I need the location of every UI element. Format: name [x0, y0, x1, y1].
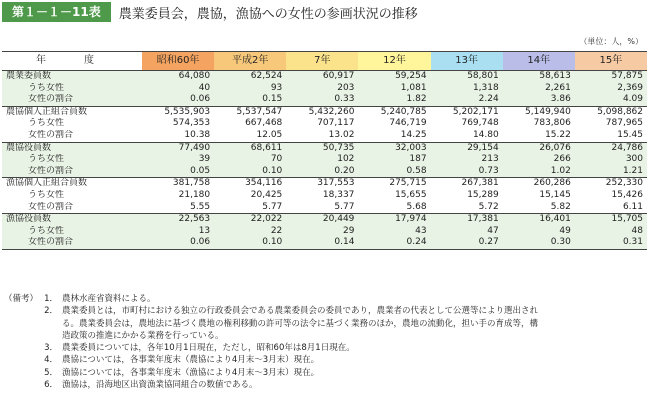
row-label: うち女性	[28, 118, 65, 129]
cell-value: 2,369	[575, 83, 647, 95]
header-year: 15年	[575, 52, 647, 71]
cell-value: 2.24	[431, 94, 503, 106]
cell-value: 20,425	[250, 189, 283, 200]
cell-value: 47	[431, 226, 503, 238]
header-year: 昭和60年	[142, 52, 214, 71]
note-text: 農業委員とは，市町村における独立の行政委員会である農業委員会の委員であり，農業者の代表として公選等により選出され	[62, 306, 539, 317]
row-label: 女性の割合	[28, 129, 74, 140]
note-number: 6．	[44, 380, 58, 391]
table-row	[2, 237, 647, 249]
cell-value: 5.77	[262, 201, 283, 212]
header-year: 14年	[503, 52, 575, 71]
cell-value: 49	[503, 226, 575, 238]
cell-value: 203	[286, 83, 358, 95]
cell-value: 0.20	[286, 166, 358, 178]
cell-value: 300	[575, 154, 647, 166]
table-row	[2, 202, 647, 214]
cell-value: 70	[214, 154, 286, 166]
cell-value: 17,974	[358, 214, 430, 226]
cell-value: 0.06	[142, 237, 214, 249]
cell-value: 12.05	[256, 129, 283, 140]
cell-value: 5.68	[406, 201, 427, 212]
table-row	[2, 142, 647, 154]
note-line	[4, 367, 649, 379]
table-row	[2, 154, 647, 166]
cell-value: 187	[358, 154, 430, 166]
note-line	[4, 293, 649, 305]
note-text: 農協については，各事業年度末（農協により4月末～3月末）現在。	[62, 355, 320, 366]
cell-value: 22	[214, 226, 286, 238]
note-line	[4, 342, 649, 354]
header-year: 12年	[358, 52, 430, 71]
header-item: 年 度	[2, 52, 142, 71]
cell-value: 15,655	[395, 189, 427, 200]
notes-head	[4, 367, 44, 379]
cell-value: 1,318	[431, 83, 503, 95]
cell-value: 5.55	[190, 201, 211, 212]
header-year: 13年	[431, 52, 503, 71]
cell-value: 787,965	[605, 118, 643, 129]
row-label: うち女性	[28, 189, 65, 200]
table-row	[2, 226, 647, 238]
cell-value: 77,490	[142, 142, 214, 154]
cell-value: 0.06	[142, 94, 214, 106]
cell-value: 275,715	[358, 178, 430, 190]
cell-value: 22,563	[142, 214, 214, 226]
cell-value: 1.82	[358, 94, 430, 106]
cell-value: 5,202,171	[431, 106, 503, 118]
cell-value: 17,381	[431, 214, 503, 226]
table-row	[2, 83, 647, 95]
cell-value: 5.77	[334, 201, 355, 212]
cell-value: 40	[142, 83, 214, 95]
cell-value: 58,801	[431, 71, 503, 83]
cell-value: 4.09	[575, 94, 647, 106]
cell-value: 15,705	[575, 214, 647, 226]
cell-value: 16,401	[503, 214, 575, 226]
cell-value: 20,449	[286, 214, 358, 226]
table-row	[2, 130, 647, 142]
cell-value: 64,080	[142, 71, 214, 83]
cell-value: 5,432,260	[286, 106, 358, 118]
cell-value: 5.82	[550, 201, 571, 212]
row-label: 漁協役員数	[2, 214, 142, 226]
cell-value: 57,875	[575, 71, 647, 83]
note-number: 1．	[44, 294, 58, 304]
cell-value: 2,261	[503, 83, 575, 95]
cell-value: 0.27	[431, 237, 503, 249]
cell-value: 60,917	[286, 71, 358, 83]
cell-value: 5,535,903	[142, 106, 214, 118]
notes-head	[4, 342, 44, 354]
cell-value: 0.58	[358, 166, 430, 178]
cell-value: 0.30	[503, 237, 575, 249]
cell-value: 15,145	[539, 189, 571, 200]
cell-value: 39	[142, 154, 214, 166]
cell-value: 68,611	[214, 142, 286, 154]
cell-value: 267,381	[431, 178, 503, 190]
cell-value: 13	[142, 226, 214, 238]
cell-value: 574,353	[172, 118, 211, 129]
cell-value: 0.24	[358, 237, 430, 249]
cell-value: 783,806	[533, 118, 571, 129]
table-body	[2, 71, 647, 250]
data-table	[2, 51, 647, 250]
cell-value: 48	[575, 226, 647, 238]
cell-value: 0.10	[214, 166, 286, 178]
cell-value: 6.11	[622, 201, 643, 212]
row-label: 女性の割合	[28, 201, 74, 212]
table-row	[2, 190, 647, 202]
notes	[4, 293, 649, 391]
cell-value: 10.38	[184, 129, 211, 140]
notes-head	[4, 379, 44, 391]
note-line	[4, 354, 649, 366]
row-label: 農業委員数	[2, 71, 142, 83]
row-label: 女性の割合	[2, 94, 142, 106]
cell-value: 0.15	[214, 94, 286, 106]
cell-value: 266	[503, 154, 575, 166]
header-year: 平成2年	[214, 52, 286, 71]
row-label: 漁協個人正組合員数	[2, 178, 142, 190]
note-text: 漁協は，沿海地区出資漁業協同組合の数値である。	[62, 380, 258, 391]
note-text: 漁協については，各事業年度末（漁協により4月末～3月末）現在。	[62, 367, 320, 378]
cell-value: 22,022	[214, 214, 286, 226]
unit-label: （単位：人，%）	[579, 37, 643, 46]
notes-head	[4, 354, 44, 366]
cell-value: 15.45	[617, 129, 643, 140]
note-line: る。農業委員会は，農地法に基づく農地の権利移動の許可等の法令に基づく業務のほか，農地の流動化，担い手の育成等，構	[62, 318, 539, 329]
cell-value: 1,081	[358, 83, 430, 95]
cell-value: 0.05	[142, 166, 214, 178]
cell-value: 1.21	[575, 166, 647, 178]
notes-head: （備考）	[4, 294, 39, 304]
cell-value: 213	[431, 154, 503, 166]
cell-value: 381,758	[142, 178, 214, 190]
cell-value: 667,468	[245, 118, 283, 129]
cell-value: 93	[214, 83, 286, 95]
cell-value: 5.72	[478, 201, 499, 212]
note-text: 農林水産省資料による。	[62, 294, 156, 304]
note-number: 5．	[44, 367, 58, 378]
table-row	[2, 118, 647, 130]
cell-value: 50,735	[286, 142, 358, 154]
cell-value: 0.31	[575, 237, 647, 249]
cell-value: 102	[286, 154, 358, 166]
cell-value: 14.25	[400, 129, 427, 140]
title-bar	[0, 0, 651, 24]
cell-value: 24,786	[575, 142, 647, 154]
note-number: 4．	[44, 355, 58, 366]
cell-value: 62,524	[214, 71, 286, 83]
table-row	[2, 94, 647, 106]
row-label: うち女性	[2, 83, 142, 95]
cell-value: 29,154	[431, 142, 503, 154]
row-label: うち女性	[2, 226, 142, 238]
cell-value: 21,180	[178, 189, 211, 200]
cell-value: 18,337	[322, 189, 355, 200]
table-row	[2, 178, 647, 190]
note-line	[4, 305, 649, 317]
note-number: 3．	[44, 343, 58, 354]
header-row	[2, 52, 647, 71]
cell-value: 354,116	[214, 178, 286, 190]
cell-value: 59,254	[358, 71, 430, 83]
figure-title: 農業委員会，農協，漁協への女性の参画状況の推移	[118, 6, 418, 22]
cell-value: 707,117	[317, 118, 355, 129]
cell-value: 29	[286, 226, 358, 238]
table-row	[2, 214, 647, 226]
header-year: 7年	[286, 52, 358, 71]
cell-value: 15.22	[545, 129, 571, 140]
cell-value: 317,553	[286, 178, 358, 190]
cell-value: 15,426	[611, 189, 643, 200]
cell-value: 746,719	[389, 118, 427, 129]
cell-value: 0.10	[214, 237, 286, 249]
cell-value: 5,240,785	[358, 106, 430, 118]
row-label: 女性の割合	[2, 166, 142, 178]
note-line: 造政策の推進にかかる業務を行っている。	[62, 330, 224, 341]
row-label: 女性の割合	[2, 237, 142, 249]
cell-value: 5,149,940	[503, 106, 575, 118]
cell-value: 3.86	[503, 94, 575, 106]
cell-value: 5,537,547	[214, 106, 286, 118]
row-label: うち女性	[2, 154, 142, 166]
row-label: 農協個人正組合員数	[2, 106, 142, 118]
note-line	[4, 379, 649, 391]
table-row	[2, 166, 647, 178]
cell-value: 26,076	[503, 142, 575, 154]
cell-value: 1.02	[503, 166, 575, 178]
row-label: 農協役員数	[2, 142, 142, 154]
cell-value: 43	[358, 226, 430, 238]
cell-value: 0.33	[286, 94, 358, 106]
note-number: 2．	[44, 306, 58, 317]
cell-value: 5,098,862	[575, 106, 647, 118]
cell-value: 15,289	[467, 189, 499, 200]
cell-value: 13.02	[328, 129, 355, 140]
cell-value: 260,286	[503, 178, 575, 190]
cell-value: 252,330	[575, 178, 647, 190]
cell-value: 0.14	[286, 237, 358, 249]
cell-value: 32,003	[358, 142, 430, 154]
cell-value: 14.80	[472, 129, 499, 140]
table-row	[2, 71, 647, 83]
notes-head	[4, 305, 44, 317]
table-row	[2, 106, 647, 118]
cell-value: 58,613	[503, 71, 575, 83]
cell-value: 0.73	[431, 166, 503, 178]
cell-value: 769,748	[461, 118, 499, 129]
figure-label: 第１－１－11表	[2, 2, 111, 22]
note-text: 農業委員については，各年10月1日現在，ただし，昭和60年は8月1日現在。	[62, 343, 355, 354]
